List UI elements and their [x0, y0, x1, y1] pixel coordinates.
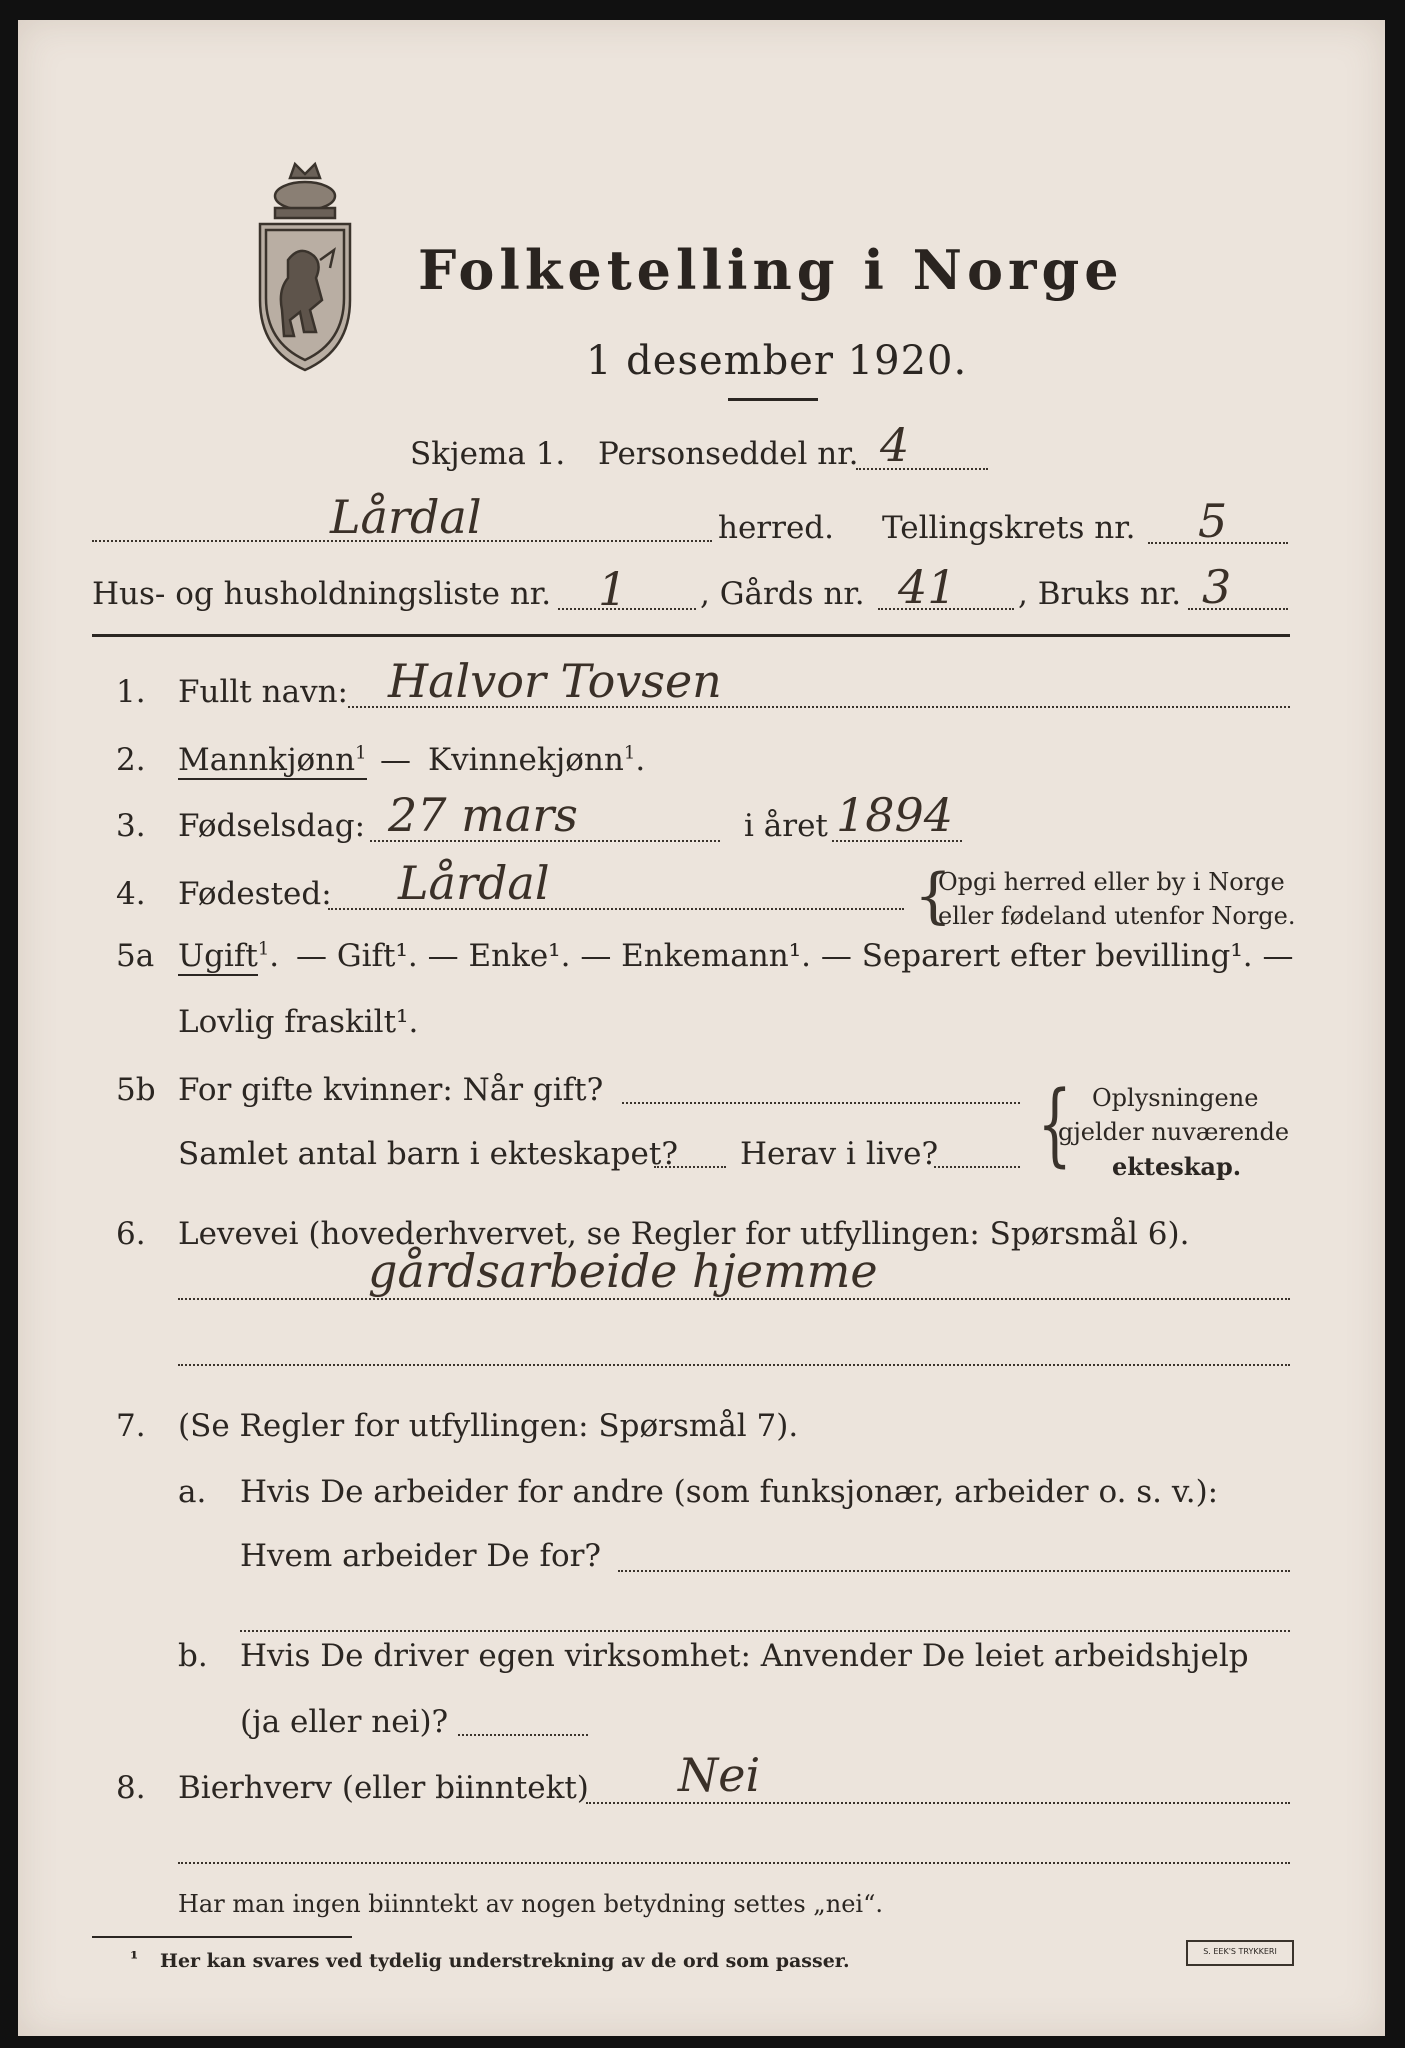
q5b-note-line1: Oplysningene	[1092, 1084, 1259, 1112]
gards-value[interactable]: 41	[898, 560, 957, 614]
herred-label: herred.	[718, 510, 834, 546]
q4-label: Fødested:	[178, 876, 332, 912]
q6-number: 6.	[116, 1216, 146, 1252]
skjema-label: Skjema 1.	[410, 436, 566, 472]
q7-label: (Se Regler for utfyllingen: Spørsmål 7).	[178, 1408, 799, 1444]
footnote-marker: ¹	[130, 1948, 139, 1970]
q4-note-line2: eller fødeland utenfor Norge.	[938, 902, 1296, 930]
q7a-employer-line2[interactable]	[240, 1630, 1290, 1632]
footnote-rule	[92, 1936, 352, 1938]
census-date: 1 desember 1920.	[586, 338, 968, 384]
q8-line1	[586, 1802, 1290, 1804]
q4-number: 4.	[116, 876, 146, 912]
q7b-answer-line[interactable]	[458, 1734, 588, 1736]
q7a-label1: Hvis De arbeider for andre (som funksjonær, arbeider o. s. v.):	[240, 1474, 1219, 1510]
q8-line2	[178, 1862, 1290, 1864]
tellingskrets-value[interactable]: 5	[1198, 494, 1228, 548]
bruks-value[interactable]: 3	[1202, 560, 1232, 614]
q2-female-label: Kvinnekjønn	[428, 742, 624, 778]
q5a-ugift-label: Ugift	[178, 938, 258, 974]
gards-label: , Gårds nr.	[700, 576, 865, 612]
q3-birthday-value[interactable]: 27 mars	[388, 788, 578, 842]
personseddel-label: Personseddel nr.	[598, 436, 859, 472]
husliste-value[interactable]: 1	[598, 562, 628, 616]
personseddel-line	[856, 468, 988, 470]
q7a-letter: a.	[178, 1474, 207, 1510]
q1-full-name-value[interactable]: Halvor Tovsen	[388, 654, 722, 708]
q5b-note-line2: gjelder nuværende	[1058, 1118, 1290, 1146]
q5b-when-line[interactable]	[622, 1102, 1020, 1104]
q7b-label2: (ja eller nei)?	[240, 1704, 449, 1740]
q7a-employer-line[interactable]	[618, 1570, 1290, 1572]
husliste-label: Hus- og husholdningsliste nr.	[92, 576, 552, 612]
q1-number: 1.	[116, 674, 146, 710]
q3-year-value[interactable]: 1894	[836, 788, 954, 842]
q8-label: Bierhverv (eller biinntekt)	[178, 1770, 589, 1806]
q8-number: 8.	[116, 1770, 146, 1806]
form-title: Folketelling i Norge	[418, 238, 1124, 302]
census-form-sheet	[18, 20, 1385, 2036]
q5b-children-line[interactable]	[654, 1166, 726, 1168]
q5a-other-options: — Gift¹. — Enke¹. — Enkemann¹. — Separert efter bevilling¹. —	[296, 938, 1294, 974]
q5b-note-brace: {	[1037, 1072, 1072, 1177]
q7-number: 7.	[116, 1408, 146, 1444]
q2-female-option[interactable]: Kvinnekjønn$^1$.	[428, 742, 646, 778]
q5a-number: 5a	[116, 938, 155, 974]
personseddel-value[interactable]: 4	[880, 418, 910, 472]
q3-label: Fødselsdag:	[178, 808, 366, 844]
q8-side-income-value[interactable]: Nei	[678, 1748, 761, 1802]
q2-number: 2.	[116, 742, 146, 778]
title-divider	[728, 398, 818, 401]
q5b-note-line3: ekteskap.	[1112, 1152, 1242, 1181]
tellingskrets-label: Tellingskrets nr.	[882, 510, 1136, 546]
q3-number: 3.	[116, 808, 146, 844]
q2-separator: —	[380, 742, 411, 778]
q5b-number: 5b	[116, 1072, 156, 1108]
q2-male-option[interactable]: Mannkjønn$^1$	[178, 742, 367, 778]
q7b-letter: b.	[178, 1638, 208, 1674]
q4-birthplace-value[interactable]: Lårdal	[398, 856, 550, 910]
q5a-ugift-option[interactable]: Ugift$^1$.	[178, 938, 280, 974]
q5b-label3: Herav i live?	[740, 1136, 939, 1172]
q4-note-line1: Opgi herred eller by i Norge	[938, 868, 1285, 896]
q6-line1	[178, 1298, 1290, 1300]
q7a-label2: Hvem arbeider De for?	[240, 1538, 602, 1574]
q7b-label1: Hvis De driver egen virksomhet: Anvender De leiet arbeidshjelp	[240, 1638, 1249, 1674]
q5b-alive-line[interactable]	[934, 1166, 1020, 1168]
herred-value[interactable]: Lårdal	[330, 490, 482, 544]
q6-label: Levevei (hovederhvervet, se Regler for utfyllingen: Spørsmål 6).	[178, 1216, 1190, 1252]
q5b-label2: Samlet antal barn i ekteskapet?	[178, 1136, 678, 1172]
q2-male-label: Mannkjønn	[178, 742, 356, 778]
q5b-label1: For gifte kvinner: Når gift?	[178, 1072, 604, 1108]
q3-year-label: i året	[744, 808, 828, 844]
norwegian-lion-crest-icon	[250, 160, 360, 380]
printer-stamp: S. EEK'S TRYKKERI	[1186, 1940, 1294, 1966]
bruks-label: , Bruks nr.	[1018, 576, 1182, 612]
header-rule	[92, 634, 1290, 637]
q5a-line2: Lovlig fraskilt¹.	[178, 1004, 419, 1040]
q6-line2	[178, 1364, 1290, 1366]
q1-label: Fullt navn:	[178, 674, 348, 710]
footnote-text: Her kan svares ved tydelig understrekning av de ord som passer.	[160, 1950, 850, 1972]
q6-occupation-value[interactable]: gårdsarbeide hjemme	[368, 1244, 878, 1298]
q4-note-brace: {	[914, 861, 953, 931]
q8-note: Har man ingen biinntekt av nogen betydning settes „nei“.	[178, 1890, 883, 1918]
